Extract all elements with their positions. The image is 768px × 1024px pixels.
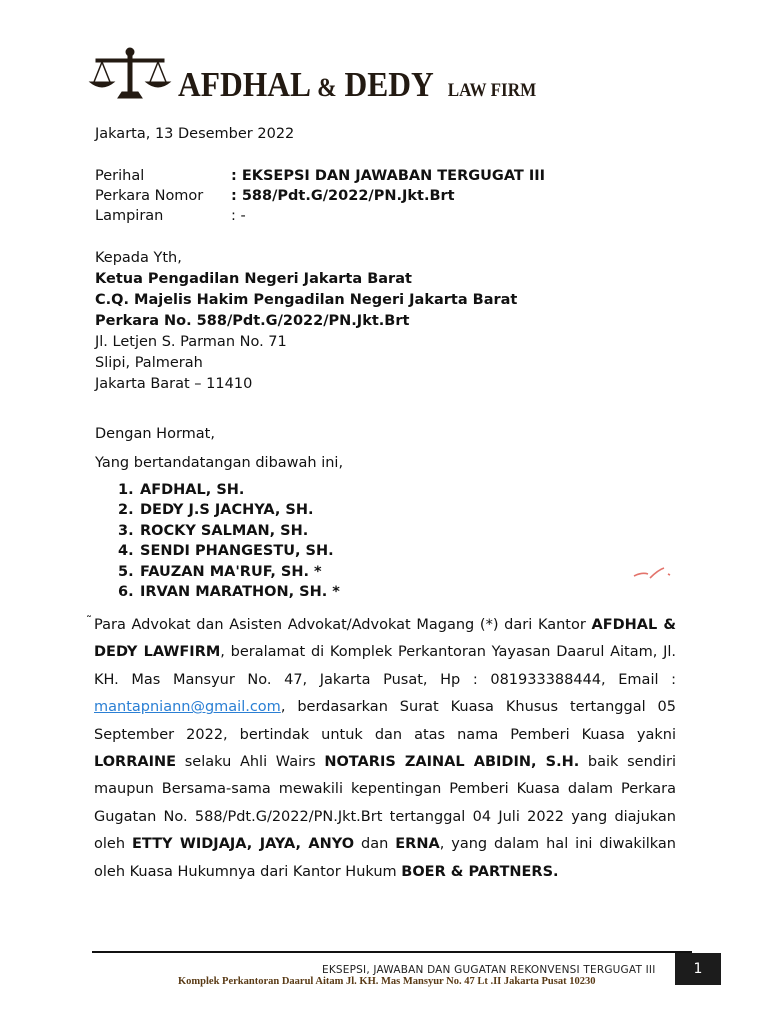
signatory-number: 2. (118, 502, 134, 519)
meta-row-perihal (95, 166, 545, 186)
body-plaintiff-4: ERNA (395, 836, 440, 853)
recipient-salutation: Kepada Yth, (95, 250, 182, 266)
date-line: Jakarta, 13 Desember 2022 (95, 126, 295, 142)
signatory-item (118, 480, 340, 500)
signatory-item (118, 541, 340, 561)
body-notary: NOTARIS ZAINAL ABIDIN, S.H. (324, 754, 580, 771)
signatory-name: FAUZAN MA'RUF, SH. * (140, 563, 322, 580)
recipient-city: Jakarta Barat – 11410 (95, 376, 253, 392)
firm-name-main: AFDHAL (178, 65, 310, 104)
lampiran-label: Lampiran (95, 208, 164, 224)
letterhead (88, 42, 576, 102)
signatory-name: SENDI PHANGESTU, SH. (140, 543, 334, 560)
footer-divider (92, 951, 692, 953)
signatory-number: 4. (118, 543, 134, 560)
body-firm-name: AFDHAL & DEDY LAWFIRM (94, 617, 677, 661)
intro-line: Yang bertandatangan dibawah ini, (95, 455, 344, 471)
signatory-number: 6. (118, 584, 134, 601)
page-number: 1 (675, 953, 721, 985)
meta-row-perkara (95, 186, 545, 206)
signatory-number: 1. (118, 482, 134, 498)
meta-row-lampiran (95, 206, 545, 226)
signatory-name: ROCKY SALMAN, SH. (140, 522, 309, 539)
footer-title: EKSEPSI, JAWABAN DAN GUGATAN REKONVENSI TERGUGAT III (322, 964, 656, 976)
signatory-list (118, 480, 340, 602)
red-pen-mark (630, 562, 690, 586)
perkara-label: Perkara Nomor (95, 188, 204, 204)
firm-name (178, 67, 536, 102)
perkara-value: : 588/Pdt.G/2022/PN.Jkt.Brt (231, 188, 455, 204)
signatory-name: AFDHAL, SH. (140, 482, 245, 498)
signatory-number: 3. (118, 522, 134, 539)
email-link[interactable]: mantapniann@gmail.com (94, 699, 281, 716)
margin-tick: ˜ (86, 614, 92, 628)
lampiran-value: : - (231, 208, 246, 224)
scales-of-justice-logo (88, 46, 172, 102)
body-text-1: Para Advokat dan Asisten Advokat/Advokat Magang (*) dari Kantor (94, 617, 592, 633)
body-text-4: selaku Ahli Wairs (176, 754, 325, 771)
body-paragraph (94, 612, 676, 886)
recipient-line-2: C.Q. Majelis Hakim Pengadilan Negeri Jakarta Barat (95, 292, 518, 308)
recipient-line-3: Perkara No. 588/Pdt.G/2022/PN.Jkt.Brt (95, 313, 410, 329)
signatory-item (118, 500, 340, 520)
signatory-name: IRVAN MARATHON, SH. * (140, 584, 340, 601)
signatory-name: DEDY J.S JACHYA, SH. (140, 502, 314, 519)
body-client: LORRAINE (94, 754, 177, 771)
footer-address: Komplek Perkantoran Daarul Aitam Jl. KH. Mas Mansyur No. 47 Lt .II Jakarta Pusat 10230 (178, 976, 596, 987)
greeting: Dengan Hormat, (95, 426, 215, 442)
body-plaintiffs: ETTY WIDJAJA, JAYA, ANYO (131, 836, 355, 853)
body-text-6: dan (354, 836, 396, 853)
recipient-street: Jl. Letjen S. Parman No. 71 (95, 334, 287, 350)
letter-meta (95, 166, 545, 226)
body-counsel: BOER & PARTNERS. (401, 863, 559, 880)
signatory-item (118, 562, 340, 582)
perihal-value: : EKSEPSI DAN JAWABAN TERGUGAT III (231, 168, 546, 184)
signatory-number: 5. (118, 563, 134, 580)
body-text-2: , beralamat di Komplek Perkantoran Yayasan Daarul Aitam, Jl. KH. Mas Mansyur No. 47, Jakarta Pusat, Hp : 081933388444, Email : (94, 644, 676, 688)
body-text-3: , berdasarkan Surat Kuasa Khusus tertanggal 05 September 2022, bertindak untuk dan atas nama Pemberi Kuasa yakni (94, 699, 676, 743)
recipient-district: Slipi, Palmerah (95, 355, 203, 371)
recipient-block (95, 248, 517, 395)
firm-name-amp: & (317, 73, 337, 102)
body-text-7: , yang dalam hal ini diwakilkan oleh Kuasa Hukumnya dari Kantor Hukum (94, 836, 677, 880)
perihal-label: Perihal (95, 168, 145, 184)
firm-suffix: LAW FIRM (447, 80, 537, 101)
recipient-line-1: Ketua Pengadilan Negeri Jakarta Barat (95, 271, 412, 287)
signatory-item (118, 521, 340, 541)
firm-name-second: DEDY (344, 65, 433, 104)
signatory-item (118, 582, 340, 602)
body-text-5: baik sendiri maupun Bersama-sama mewakili kepentingan Pemberi Kuasa dalam Perkara Gugatan No. 588/Pdt.G/2022/PN.Jkt.Brt tertanggal 04 Juli 2022 yang diajukan oleh (94, 754, 676, 853)
